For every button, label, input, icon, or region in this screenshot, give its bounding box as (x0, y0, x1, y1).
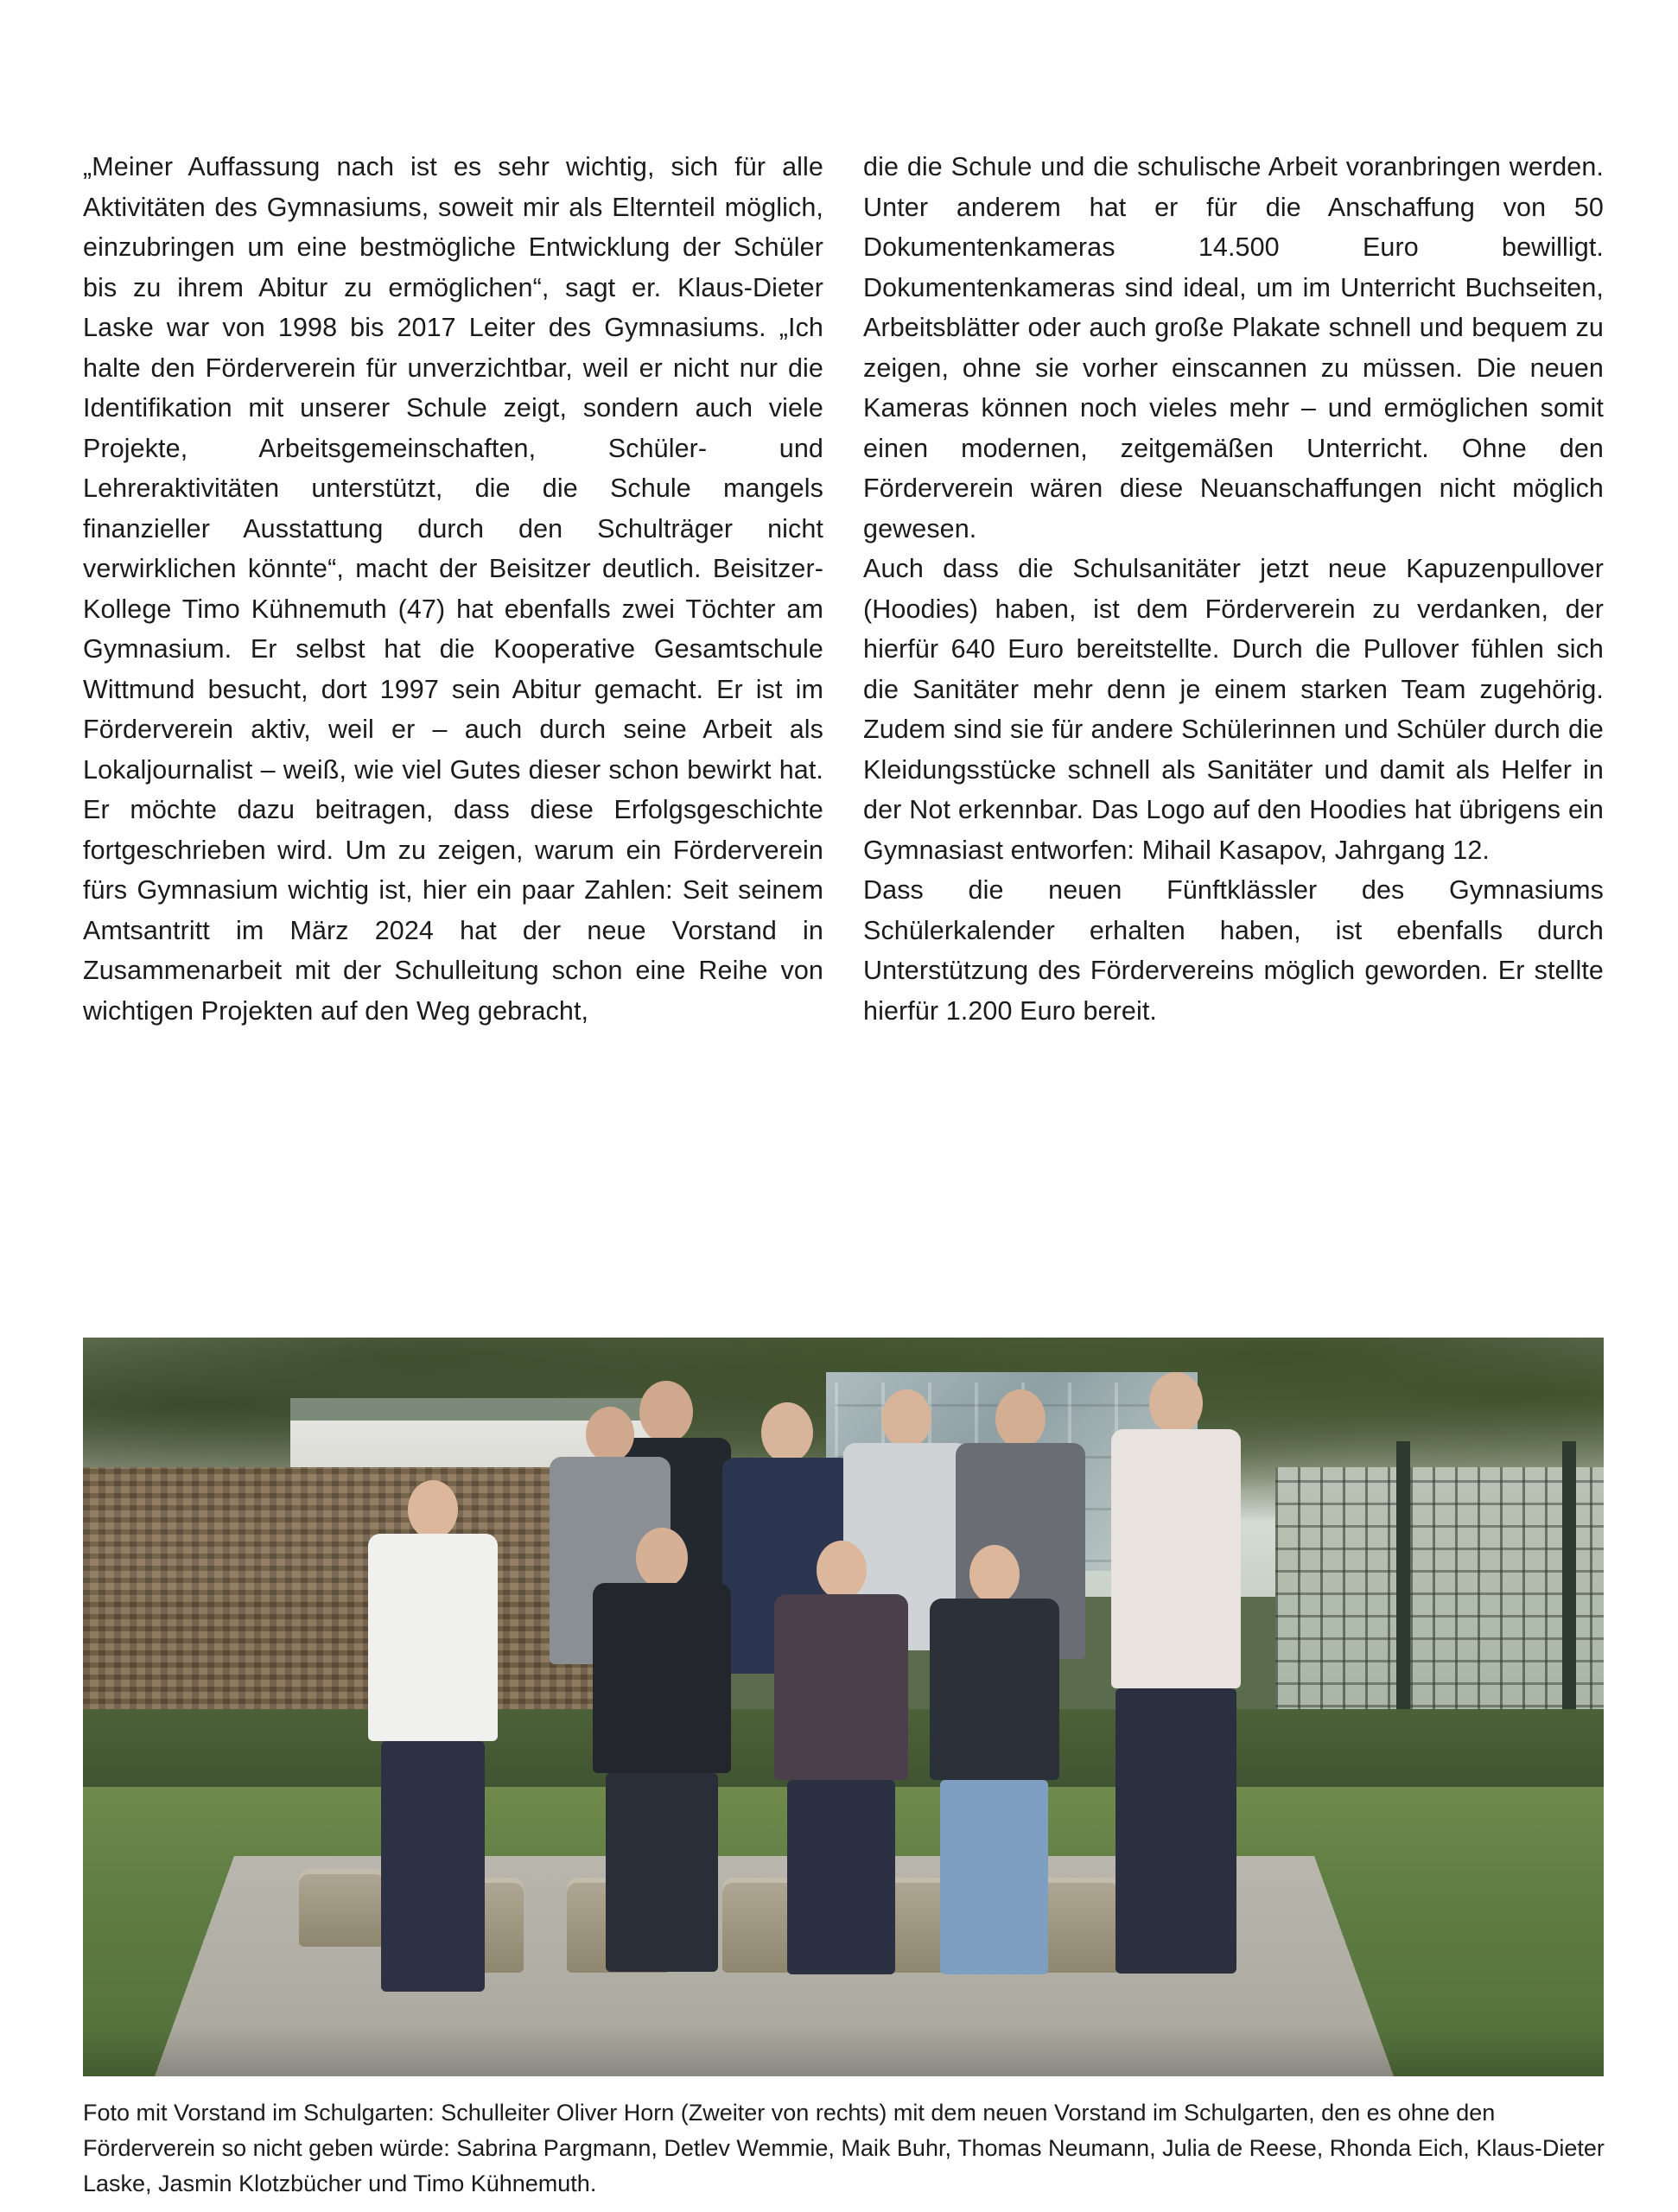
paragraph: „Meiner Auffassung nach ist es sehr wichtig, sich für alle Aktivitäten des Gymnasiums, soweit mir als Elternteil möglich, einzubringen um eine bestmögliche Entwicklung der Schüler bis zu ihrem Abitur zu ermöglichen“, sagt er. Klaus-Dieter Laske war von 1998 bis 2017 Leiter des Gymnasiums. „Ich halte den Förderverein für unverzichtbar, weil er nicht nur die Identifikation mit unserer Schule zeigt, sondern auch viele Projekte, Arbeitsgemeinschaften, Schüler- und Lehreraktivitäten unterstützt, die die Schule mangels finanzieller Ausstattung durch den Schulträger nicht verwirklichen könnte“, macht der Beisitzer deutlich. Beisitzer-Kollege Timo Kühnemuth (47) hat ebenfalls zwei Töchter am Gymnasium. Er selbst hat die Kooperative Gesamtschule Wittmund besucht, dort 1997 sein Abitur gemacht. Er ist im Förderverein aktiv, weil er – auch durch seine Arbeit als Lokaljournalist – weiß, wie viel Gutes dieser schon bewirkt hat. Er möchte dazu beitragen, dass diese Erfolgsgeschichte fortgeschrieben wird. Um zu zeigen, warum ein Förderverein fürs Gymnasium wichtig ist, hier ein paar Zahlen: Seit seinem Amtsantritt im März 2024 hat der neue Vorstand in Zusammenarbeit mit der Schulleitung schon eine Reihe von wichtigen Projekten auf den Weg gebracht, (83, 152, 823, 1026)
person-standing (368, 1480, 498, 1992)
article-body (83, 147, 1604, 1031)
two-column-layout (83, 147, 1604, 1031)
right-column (863, 147, 1604, 1031)
left-column (83, 147, 823, 1031)
group-photo (83, 1338, 1604, 2076)
photo-caption: Foto mit Vorstand im Schulgarten: Schulleiter Oliver Horn (Zweiter von rechts) mit dem neuen Vorstand im Schulgarten, den es ohne den Förderverein so nicht geben würde: Sabrina Pargmann, Detlev Wemmie, Maik Buhr, Thomas Neumann, Julia de Reese, Rhonda Eich, Klaus-Dieter Laske, Jasmin Klotzbücher und Timo Kühnemuth. (83, 2100, 1605, 2196)
paragraph: Auch dass die Schulsanitäter jetzt neue Kapuzenpullover (Hoodies) haben, ist dem Förderverein zu verdanken, der hierfür 640 Euro bereitstellte. Durch die Pullover fühlen sich die Sanitäter mehr denn je einem starken Team zugehörig. Zudem sind sie für andere Schülerinnen und Schüler durch die Kleidungsstücke schnell als Sanitäter und damit als Helfer in der Not erkennbar. Das Logo auf den Hoodies hat übrigens ein Gymnasiast entworfen: Mihail Kasapov, Jahrgang 12. (863, 554, 1604, 865)
person-seated (930, 1545, 1059, 1974)
photo-foreground-shadow (83, 2024, 1604, 2076)
photo-canvas (83, 1338, 1604, 2076)
person-back-row (1111, 1372, 1241, 1974)
paragraph: Dass die neuen Fünftklässler des Gymnasiums Schülerkalender erhalten haben, ist ebenfalls durch Unterstützung des Fördervereins möglich geworden. Er stellte hierfür 1.200 Euro bereit. (863, 875, 1604, 1026)
paragraph: die die Schule und die schulische Arbeit voranbringen werden. Unter anderem hat er für die Anschaffung von 50 Dokumentenkameras 14.500 Euro bewilligt. Dokumentenkameras sind ideal, um im Unterricht Buchseiten, Arbeitsblätter oder auch große Plakate schnell und bequem zu zeigen, ohne sie vorher einscannen zu müssen. Die neuen Kameras können noch vieles mehr – und ermöglichen somit einen modernen, zeitgemäßen Unterricht. Ohne den Förderverein wären diese Neuanschaffungen nicht möglich gewesen. (863, 152, 1604, 543)
person-seated (593, 1528, 731, 1972)
person-seated (774, 1541, 908, 1974)
